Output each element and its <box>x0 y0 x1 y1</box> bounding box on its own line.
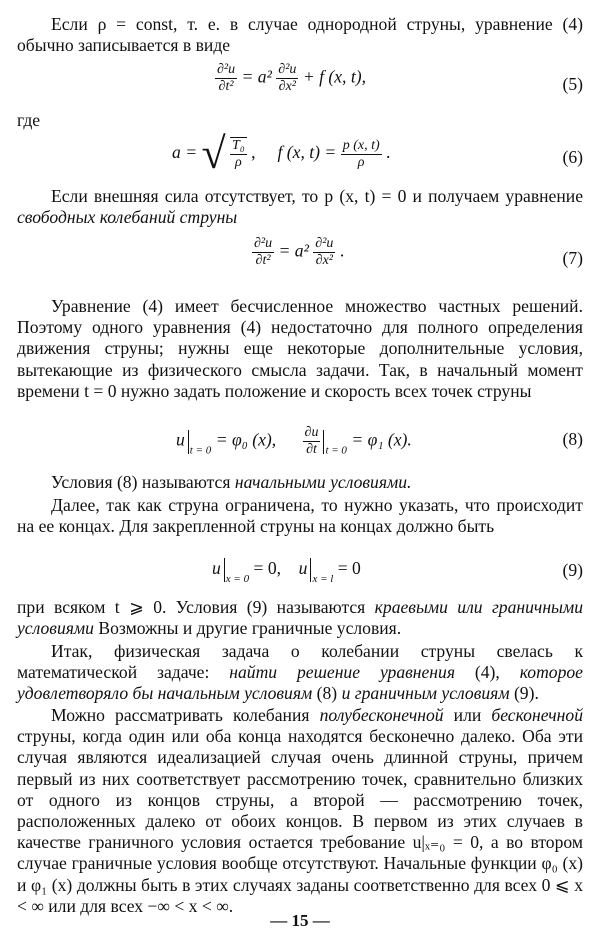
eq5-lhs-fraction: $\frac{\text{∂²u}}{\text{∂t²}}$ <box>217 62 236 94</box>
equation-6: a = √ $\frac{\text{T₀}}{\rho}$ , f (x, t) = $\frac{p (x, t)}{\rho}$ . (6) <box>172 129 583 178</box>
page-number: — 15 — <box>270 911 330 930</box>
eq7-lhs-fraction: $\frac{\text{∂²u}}{\text{∂t²}}$ <box>254 236 273 268</box>
equation-8: $u_{t = 0} = \varphi_0$ (x), $\frac{\partial u}{\partial t}$ $_{t = 0}$ = φ₁ (x). (8) <box>176 425 583 457</box>
eq6-sqrt-fraction: $\frac{\text{T₀}}{\rho}$ <box>232 138 245 170</box>
paragraph-boundary-conditions: при всяком t ⩾ 0. Условия (9) называются краевыми или граничными условиями Возможны и другие граничные условия. <box>17 597 583 639</box>
paragraph-intro: Если ρ = const, т. е. в случае однородной струны, уравнение (4) обычно записывается в виде <box>17 14 583 56</box>
eq7-rhs-fraction: $\frac{\text{∂²u}}{\text{∂x²}}$ <box>315 236 334 268</box>
equation-5: $\frac{\text{∂²u}}{\text{∂t²}}$ = a² $\frac{\text{∂²u}}{\text{∂x²}}$ + f (x, t), (5) <box>217 62 583 94</box>
word-where: где <box>17 110 41 130</box>
equation-number-5: (5) <box>562 74 583 94</box>
equation-number-6: (6) <box>562 147 583 167</box>
eq5-rhs-fraction: $\frac{\text{∂²u}}{\text{∂x²}}$ <box>278 62 297 94</box>
sqrt-sign: √ <box>201 129 226 178</box>
equation-9: $u_{x = 0} = 0$, $u_{x = l} = 0$ (9) <box>212 558 583 586</box>
paragraph-free-oscillations: Если внешняя сила отсутствует, то p (x, t) = 0 и получаем уравнение свободных колебаний струны <box>17 186 583 228</box>
paragraph-infinite-string: Можно рассматривать колебания полубесконечной или бесконечной струны, когда один или оба конца находятся бесконечно далеко. Оба эти случая являются идеализацией случая очень длинной струны, причем первый из них соответствует рассмотрению точек, сравнительно близких от одного из концов струны, а второй — рассмотрению точек, расположенных далеко от обоих концов. В первом из этих случаев в качестве граничного условия остается требование u|ₓ₌₀ = 0, а во втором случае граничные условия вообще отсутствуют. Начальные функции φ₀ (x) и φ₁ (x) должны быть в этих случаях заданы соответственно для всех 0 ⩽ x < ∞ или для всех −∞ < x < ∞. <box>17 705 583 916</box>
equation-number-8: (8) <box>562 429 583 449</box>
paragraph-math-problem: Итак, физическая задача о колебании струны свелась к математической задаче: найти решение уравнения (4), которое удовлетворяло бы начальным условиям (8) и граничным условиям (9). <box>17 641 583 704</box>
paragraph-solutions: Уравнение (4) имеет бесчисленное множество частных решений. Поэтому одного уравнения (4) недостаточно для полного определения движения струны; нужны еще некоторые дополнительные условия, вытекающие из физического смысла задачи. Так, в начальный момент времени t = 0 нужно задать положение и скорость всех точек струны <box>17 296 583 401</box>
eq6-p-fraction: $\frac{p (x, t)}{\rho}$ <box>342 137 380 170</box>
paragraph-initial-conditions: Условия (8) называются начальными условиями. <box>51 472 412 492</box>
equation-7: $\frac{\text{∂²u}}{\text{∂t²}}$ = a² $\frac{\text{∂²u}}{\text{∂x²}}$ . (7) <box>254 236 583 268</box>
equation-number-9: (9) <box>562 560 583 580</box>
paragraph-ends: Далее, так как струна ограничена, то нужно указать, что происходит на ее концах. Для закрепленной струны на концах должно быть <box>17 495 583 537</box>
eq8-derivative-fraction: $\frac{\partial u}{\partial t}$ <box>304 425 319 457</box>
equation-number-7: (7) <box>562 248 583 268</box>
